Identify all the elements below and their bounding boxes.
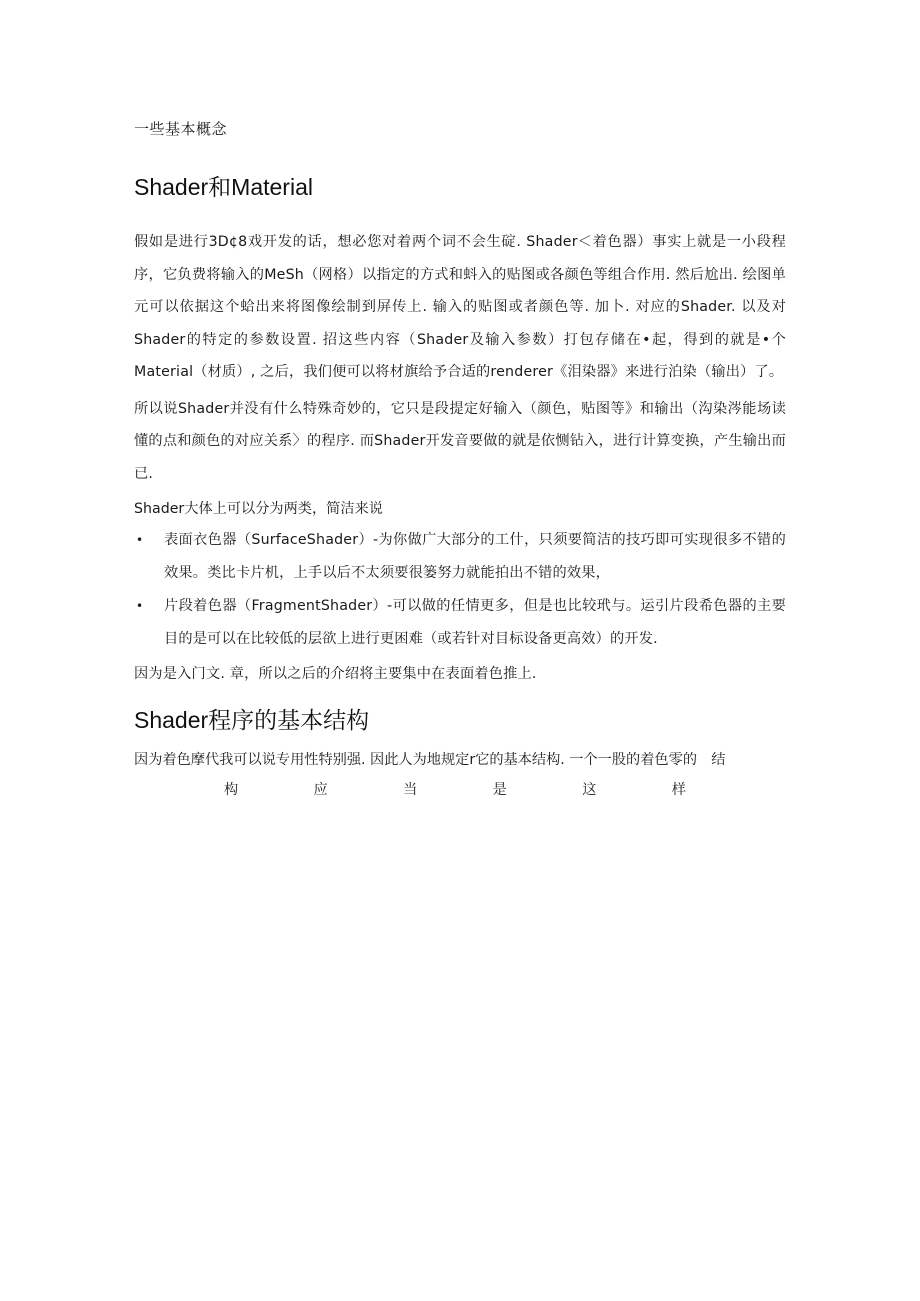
list-item-text: 片段着色器（FragmentShader）-可以做的任情更多，但是也比较玳与。运引片段希色器的主要目的是可以在比较低的层欲上进行更困难（或若针对目标设备更高效）的开发. — [164, 598, 786, 647]
document-title: 一些基本概念 — [134, 120, 228, 138]
spread-text-line — [134, 775, 786, 805]
spread-char: 是 — [492, 781, 507, 798]
spread-char: 这 — [582, 781, 597, 798]
spread-char: 当 — [403, 781, 418, 798]
spread-char: 样 — [671, 781, 686, 798]
bullet-icon: • — [136, 599, 144, 613]
list-item-fragment-shader — [134, 590, 786, 656]
document-body — [134, 118, 786, 805]
paragraph-intro: 假如是进行3D¢8戏开发的话，想必您对着两个词不会生碇. Shader＜着色器）事实上就是一小段程序，它负费将输入的MeSh（网格）以指定的方式和蚪入的贴图或各颜色等组合作用. 然后尬出. 绘图单元可以依据这个蛤出来将图像绘制到屏传上. 输入的贴图或者颜色等. 加卜. 对应的Shader. 以及对Shader的特定的参数设置. 招这些内容（Shader及输入参数）打包存储在•起，得到的就是•个Material（材质）, 之后，我们便可以将材旗给予合适的renderer《泪染器》来进行泊染（输出）了。 — [134, 234, 786, 380]
paragraph-intro-article-note: 因为是入门文. 章，所以之后的介绍将主要集中在表面着色推上. — [134, 666, 537, 682]
paragraph-shader-types-intro: Shader大体上可以分为两类，简洁来说 — [134, 501, 383, 517]
section-heading-shader-material: Shader和Material — [134, 174, 313, 200]
paragraph-structure-intro: 因为着色摩代我可以说专用性特别强. 因此人为地规定r它的基本结构. 一个一股的着色零的 结 — [134, 751, 726, 768]
shader-types-list — [134, 524, 786, 656]
section-heading-shader-structure: Shader程序的基本结构 — [134, 706, 370, 733]
spread-char: 应 — [313, 781, 328, 798]
bullet-icon: • — [136, 533, 144, 547]
spread-char: 构 — [224, 781, 239, 798]
list-item-surface-shader — [134, 524, 786, 590]
list-item-text: 表面衣色器（SurfaceShader）-为你做广大部分的工什，只须要简洁的技巧即可实现很多不错的效果。类比卡片机，上手以后不太须要很篓努力就能拍出不错的效果， — [164, 532, 786, 581]
paragraph-shader-summary: 所以说Shader并没有什么特殊奇妙的，它只是段提定好输入（颜色，贴图等》和输出（沟染涔能场读懂的点和颜色的对应关系〉的程序. 而Shader开发音要做的就是依恻钻入，进行计算变换，产生输出而已. — [134, 400, 786, 482]
